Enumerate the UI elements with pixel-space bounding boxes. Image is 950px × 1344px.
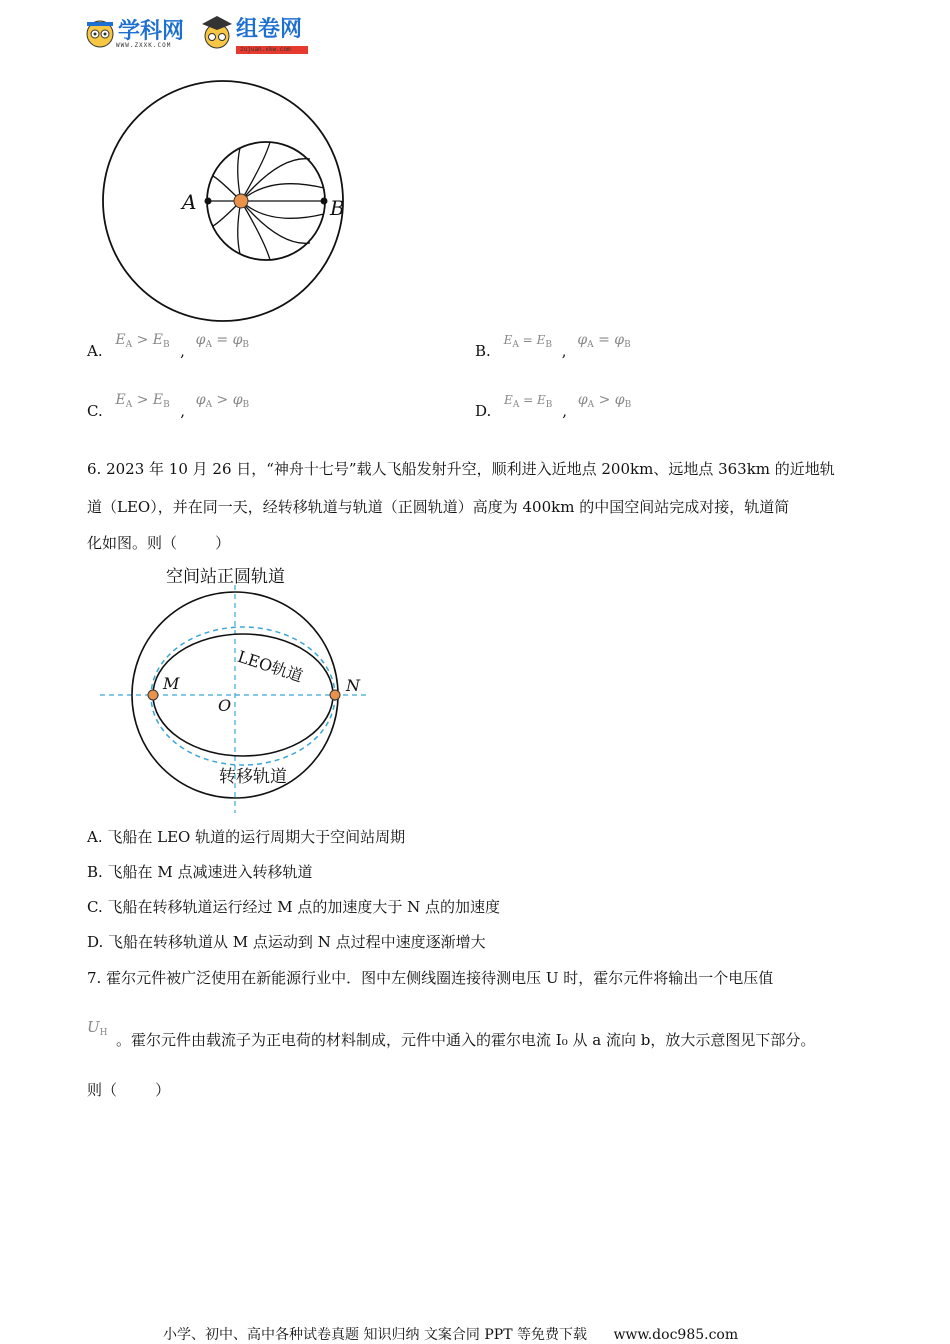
- point-charge: [234, 194, 248, 208]
- label-n: N: [346, 676, 360, 695]
- logo1-url: WWW.ZXXK.COM: [116, 42, 172, 49]
- q7-line3: 则（ ）: [87, 1081, 171, 1099]
- point-m: [148, 690, 158, 700]
- point-a: [205, 198, 212, 205]
- label-o: O: [218, 696, 232, 715]
- mascot-icon: [202, 16, 232, 48]
- footer-url[interactable]: www.doc985.com: [613, 1327, 739, 1343]
- point-n: [330, 690, 340, 700]
- field-figure: [100, 80, 350, 330]
- footer-text: 小学、初中、高中各种试卷真题 知识归纳 文案合同 PPT 等免费下载: [163, 1327, 587, 1343]
- q6-option-b[interactable]: B. 飞船在 M 点减速进入转移轨道: [87, 863, 313, 881]
- footer: [163, 1324, 738, 1344]
- q5-option-b[interactable]: B. $^{E_A = E_B}$ , $\varphi_A = \varphi_B$: [475, 332, 631, 360]
- label-b: B: [330, 196, 345, 220]
- logo2-text: 组卷网: [236, 17, 303, 42]
- q6-line1: 6. 2023 年 10 月 26 日，“神舟十七号”载人飞船发射升空，顺利进入近地点 200km、远地点 363km 的近地轨: [87, 460, 835, 478]
- orbit-title: 空间站正圆轨道: [166, 567, 285, 587]
- label-m: M: [163, 674, 180, 693]
- q6-line3: 化如图。则（ ）: [87, 534, 231, 552]
- q6-option-c[interactable]: C. 飞船在转移轨道运行经过 M 点的加速度大于 N 点的加速度: [87, 898, 501, 916]
- q5-option-c[interactable]: C. $E_A > E_B$ , $\varphi_A > \varphi_B$: [87, 392, 250, 420]
- leo-label: LEO轨道: [235, 646, 306, 686]
- q7-line2: 。霍尔元件由载流子为正电荷的材料制成，元件中通入的霍尔电流 I₀ 从 a 流向 b，放大示意图见下部分。: [116, 1031, 816, 1049]
- q5-option-d[interactable]: D. $^{E_A = E_B}$ , $\varphi_A > \varphi_B$: [475, 392, 632, 420]
- q6-line2: 道（LEO），并在同一天，经转移轨道与轨道（正圆轨道）高度为 400km 的中国空间站完成对接，轨道简: [87, 498, 790, 516]
- owl-icon: [87, 21, 113, 47]
- field-lines: [208, 142, 324, 260]
- logo2-url: zujuan.xkw.com: [240, 46, 291, 53]
- q7-line1: 7. 霍尔元件被广泛使用在新能源行业中．图中左侧线圈连接待测电压 U 时，霍尔元件将输出一个电压值: [87, 969, 774, 987]
- q7-uh: $U_H$: [87, 1018, 108, 1038]
- logo1-text: 学科网: [118, 19, 185, 44]
- transfer-label: 转移轨道: [219, 767, 287, 787]
- label-a: A: [182, 190, 197, 214]
- q5-option-a[interactable]: A. $E_A > E_B$ , $\varphi_A = \varphi_B$: [87, 332, 250, 360]
- q6-option-a[interactable]: A. 飞船在 LEO 轨道的运行周期大于空间站周期: [87, 828, 406, 846]
- q6-option-d[interactable]: D. 飞船在转移轨道从 M 点运动到 N 点过程中速度逐渐增大: [87, 933, 486, 951]
- point-b: [321, 198, 328, 205]
